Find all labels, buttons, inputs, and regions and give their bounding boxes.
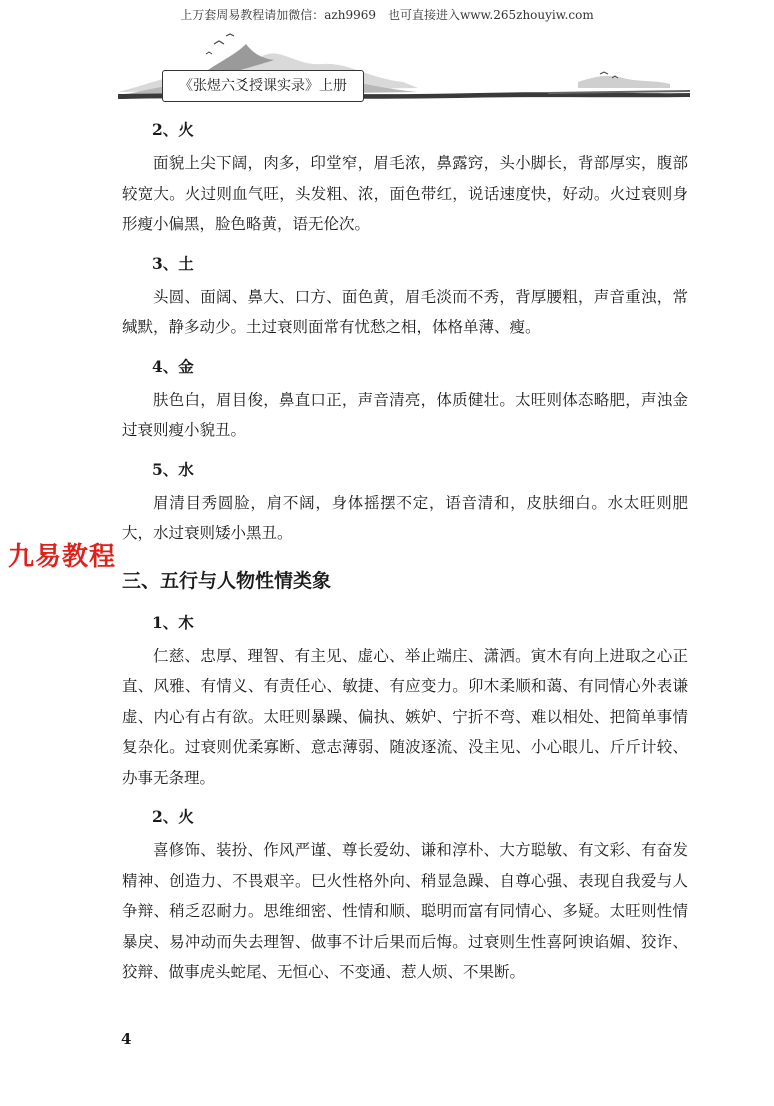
element-block-water-appearance	[122, 452, 688, 549]
element-block-metal-appearance	[122, 349, 688, 446]
element-appearance-section	[122, 112, 688, 549]
top-watermark-text: 上万套周易教程请加微信：azh9969 也可直接进入www.265zhouyiw.com	[180, 8, 594, 22]
paragraph: 面貌上尖下阔，肉多，印堂窄，眉毛浓，鼻露窍，头小脚长，背部厚实，腹部较宽大。火过则血气旺，头发粗、浓，面色带红，说话速度快，好动。火过衰则身形瘦小偏黑，脸色略黄，语无伦次。	[122, 154, 688, 233]
sub-heading: 2、火	[152, 807, 194, 826]
sub-heading: 1、木	[152, 612, 194, 632]
sub-heading: 5、水	[152, 459, 194, 479]
brand-watermark-stamp: 九易教程	[8, 542, 117, 572]
page-content	[122, 112, 688, 988]
sub-heading: 3、土	[152, 253, 194, 273]
element-block-fire-appearance	[122, 112, 688, 240]
page-number: 4	[121, 1030, 132, 1048]
element-block-wood-temperament	[122, 605, 688, 794]
paragraph: 仁慈、忠厚、理智、有主见、虚心、举止端庄、潇洒。寅木有向上进取之心正直、风雅、有情义、有责任心、敏捷、有应变力。卯木柔顺和蔼、有同情心外表谦虚、内心有占有欲。太旺则暴躁、偏执、嫉妒、宁折不弯、难以相处、把简单事情复杂化。过衰则优柔寡断、意志薄弱、随波逐流、没主见、小心眼儿、斤斤计较、办事无条理。	[122, 646, 688, 787]
paragraph: 头圆、面阔、鼻大、口方、面色黄，眉毛淡而不秀，背厚腰粗，声音重浊，常缄默，静多动少。土过衰则面常有忧愁之相，体格单薄、瘦。	[122, 287, 688, 336]
paragraph: 眉清目秀圆脸，肩不阔，身体摇摆不定，语音清和，皮肤细白。水太旺则肥大，水过衰则矮小黑丑。	[122, 493, 688, 542]
section-title: 三、五行与人物性情类象	[122, 569, 332, 592]
element-block-fire-temperament	[122, 799, 688, 988]
element-block-earth-appearance	[122, 246, 688, 343]
sub-heading: 2、火	[152, 120, 194, 139]
element-temperament-section	[122, 557, 688, 988]
sub-heading: 4、金	[152, 356, 194, 376]
paragraph: 喜修饰、装扮、作风严谨、尊长爱幼、谦和淳朴、大方聪敏、有文彩、有奋发精神、创造力、不畏艰辛。巳火性格外向、稍显急躁、自尊心强、表现自我爱与人争辩、稍乏忍耐力。思维细密、性情和顺、聪明而富有同情心、多疑。太旺则性情暴戾、易冲动而失去理智、做事不计后果而后悔。过衰则生性喜阿谀谄媚、狡诈、狡辩、做事虎头蛇尾、无恒心、不变通、惹人烦、不果断。	[122, 841, 688, 981]
paragraph: 肤色白，眉目俊，鼻直口正，声音清亮，体质健壮。太旺则体态略肥，声浊金过衰则瘦小貌丑。	[122, 390, 688, 439]
running-header-book-title: 《张煜六爻授课实录》上册	[162, 70, 364, 102]
